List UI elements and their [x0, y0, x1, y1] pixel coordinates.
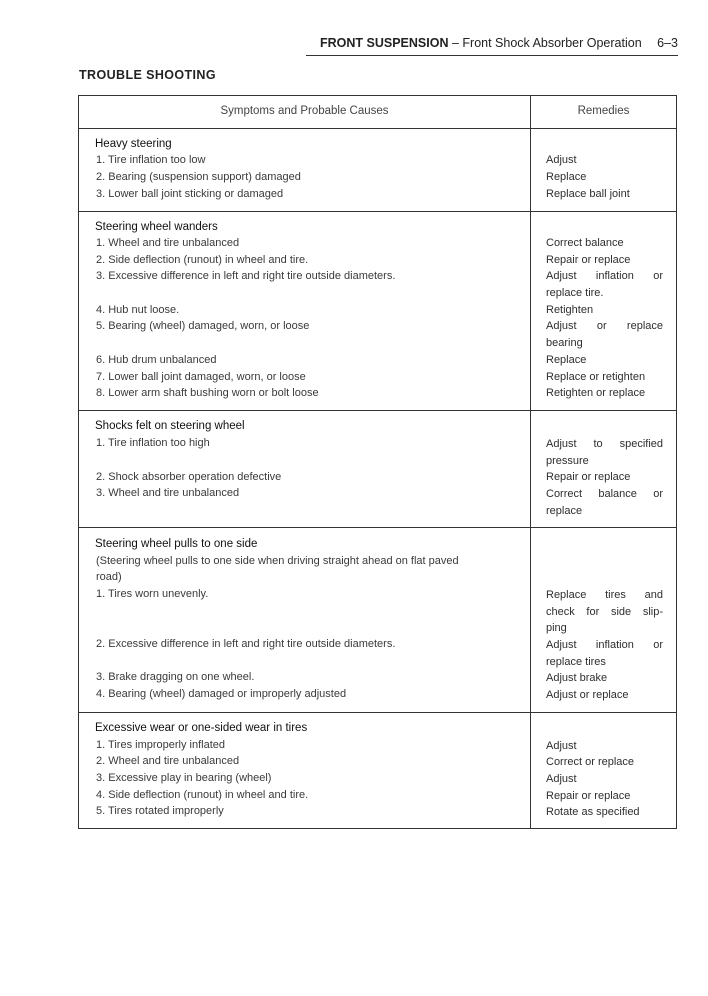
remedy-item: Adjust inflation or: [546, 639, 663, 651]
cause-item: 4. Bearing (wheel) damaged or improperly adjusted: [96, 688, 347, 700]
remedy-item: ping: [546, 622, 567, 634]
cause-item: 6. Hub drum unbalanced: [96, 354, 217, 366]
remedy-item: Correct or replace: [546, 756, 635, 768]
section-title: FRONT SUSPENSION: [319, 36, 449, 50]
remedy-item: Adjust or replace: [546, 689, 629, 701]
cause-item: 1. Tire inflation too high: [96, 437, 210, 449]
cause-item: 4. Side deflection (runout) in wheel and tire.: [96, 789, 309, 801]
remedy-item: Adjust to specified: [546, 438, 663, 450]
header-rule-line: [79, 128, 676, 129]
cause-item: 3. Lower ball joint sticking or damaged: [96, 188, 284, 200]
page-number: 6–3: [657, 36, 678, 50]
remedy-item: Adjust: [546, 740, 577, 752]
remedy-item: Adjust brake: [546, 672, 608, 684]
remedy-item: check for side slip-: [546, 606, 663, 618]
remedy-item: Retighten or replace: [546, 387, 646, 399]
symptom-description: road): [96, 571, 122, 583]
cause-item: 2. Shock absorber operation defective: [96, 471, 282, 483]
remedy-item: Replace tires and: [546, 589, 663, 601]
remedy-item: Rotate as specified: [546, 806, 640, 818]
cause-item: 4. Hub nut loose.: [96, 304, 180, 316]
remedy-item: Adjust inflation or: [546, 270, 663, 282]
section-subtitle: – Front Shock Absorber Operation: [451, 36, 642, 50]
symptom-title: Excessive wear or one-sided wear in tires: [95, 722, 308, 734]
cause-item: 8. Lower arm shaft bushing worn or bolt loose: [96, 387, 319, 399]
remedy-item: Adjust: [546, 154, 577, 166]
column-header-symptoms: Symptoms and Probable Causes: [220, 105, 389, 117]
row-divider: [79, 527, 676, 528]
row-divider: [79, 410, 676, 411]
row-divider: [79, 211, 676, 212]
cause-item: 3. Brake dragging on one wheel.: [96, 671, 255, 683]
symptom-title: Steering wheel pulls to one side: [95, 538, 258, 550]
remedy-item: Repair or replace: [546, 254, 631, 266]
cause-item: 3. Excessive difference in left and right tire outside diameters.: [96, 270, 396, 282]
cause-item: 1. Tire inflation too low: [96, 154, 206, 166]
remedy-item: Replace ball joint: [546, 188, 630, 200]
symptom-title: Heavy steering: [95, 138, 172, 150]
row-divider: [79, 712, 676, 713]
remedy-item: Adjust: [546, 773, 577, 785]
page-heading: TROUBLE SHOOTING: [79, 68, 216, 82]
cause-item: 5. Bearing (wheel) damaged, worn, or loose: [96, 320, 310, 332]
remedy-item: bearing: [546, 337, 583, 349]
cause-item: 5. Tires rotated improperly: [96, 805, 224, 817]
remedy-item: pressure: [546, 455, 589, 467]
cause-item: 1. Tires improperly inflated: [96, 739, 225, 751]
symptom-title: Steering wheel wanders: [95, 221, 218, 233]
remedy-item: replace tire.: [546, 287, 604, 299]
cause-item: 2. Bearing (suspension support) damaged: [96, 171, 301, 183]
cause-item: 3. Wheel and tire unbalanced: [96, 487, 240, 499]
remedy-item: replace tires: [546, 656, 606, 668]
cause-item: 3. Excessive play in bearing (wheel): [96, 772, 272, 784]
remedy-item: Replace or retighten: [546, 371, 646, 383]
column-header-remedies: Remedies: [577, 105, 630, 117]
remedy-item: replace: [546, 505, 583, 517]
cause-item: 1. Wheel and tire unbalanced: [96, 237, 240, 249]
cause-item: 2. Wheel and tire unbalanced: [96, 755, 240, 767]
remedy-item: Replace: [546, 354, 587, 366]
cause-item: 1. Tires worn unevenly.: [96, 588, 209, 600]
remedy-item: Replace: [546, 171, 587, 183]
symptom-title: Shocks felt on steering wheel: [95, 420, 245, 432]
cause-item: 7. Lower ball joint damaged, worn, or loose: [96, 371, 306, 383]
symptom-description: (Steering wheel pulls to one side when driving straight ahead on flat paved: [96, 555, 459, 567]
remedy-item: Correct balance: [546, 237, 624, 249]
cause-item: 2. Excessive difference in left and right tire outside diameters.: [96, 638, 396, 650]
remedy-item: Retighten: [546, 304, 594, 316]
remedy-item: Adjust or replace: [546, 320, 663, 332]
remedy-item: Repair or replace: [546, 790, 631, 802]
header-rule: [306, 55, 678, 56]
remedy-item: Correct balance or: [546, 488, 663, 500]
remedy-item: Repair or replace: [546, 471, 631, 483]
column-divider: [530, 96, 531, 828]
page-header: [306, 36, 678, 50]
troubleshooting-table: [78, 95, 677, 829]
cause-item: 2. Side deflection (runout) in wheel and tire.: [96, 254, 309, 266]
